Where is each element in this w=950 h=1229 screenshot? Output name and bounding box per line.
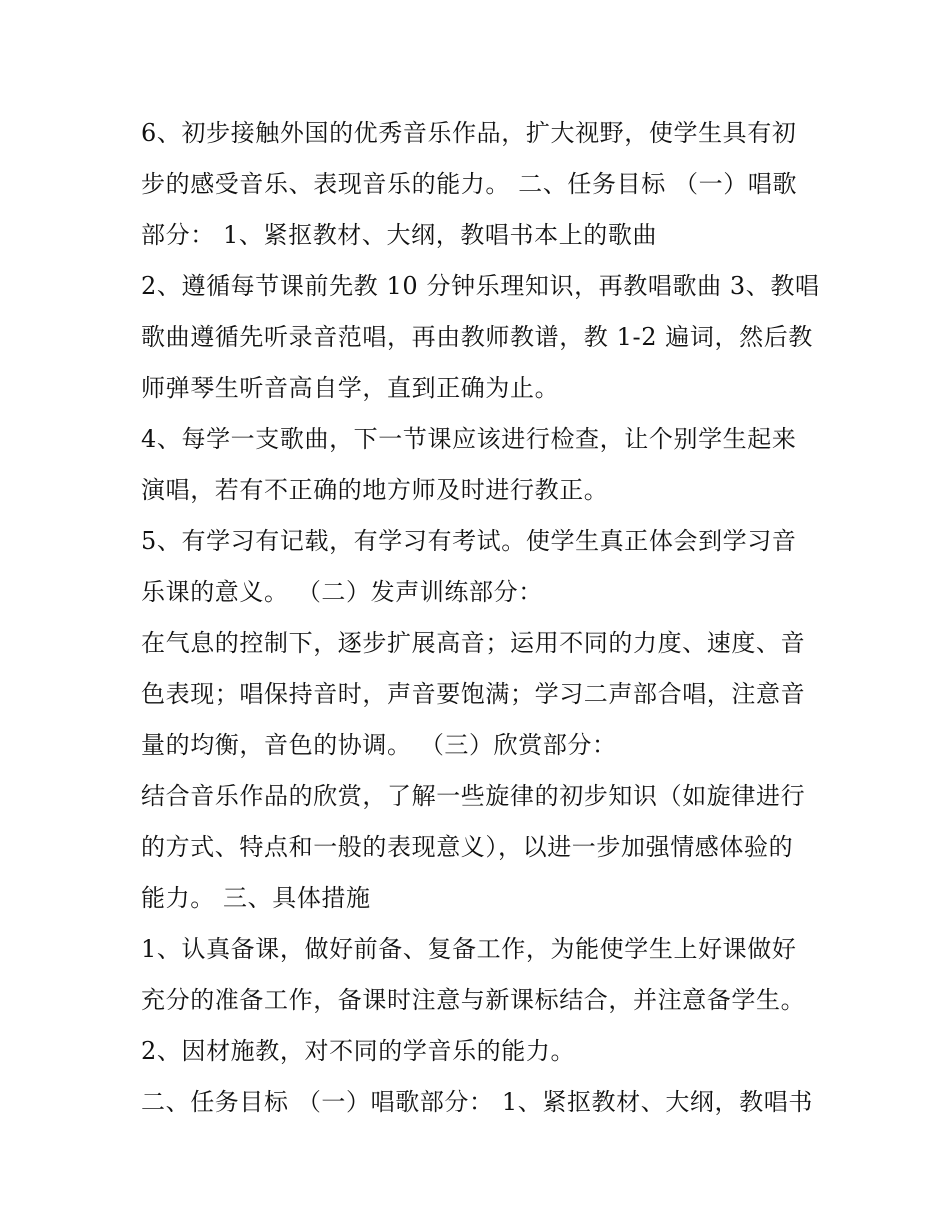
text-line: 充分的准备工作，备课时注意与新课标结合，并注意备学生。 (141, 986, 806, 1014)
text-line: 部分： 1、紧抠教材、大纲，教唱书本上的歌曲 (141, 221, 658, 249)
text-line: 1、认真备课，做好前备、复备工作，为能使学生上好课做好 (141, 935, 797, 963)
text-line: 量的均衡，音色的协调。 （三）欣赏部分： (141, 731, 617, 759)
text-line: 色表现；唱保持音时，声音要饱满；学习二声部合唱，注意音 (141, 680, 806, 708)
text-line: 5、有学习有记载，有学习有考试。使学生真正体会到学习音 (141, 527, 797, 555)
text-line: 乐课的意义。 （二）发声训练部分： (141, 578, 543, 606)
text-line: 能力。 三、具体措施 (141, 884, 371, 912)
text-line: 在气息的控制下，逐步扩展高音；运用不同的力度、速度、音 (141, 629, 806, 657)
text-line: 二、任务目标 （一）唱歌部分： 1、紧抠教材、大纲，教唱书 (141, 1088, 813, 1116)
text-line: 的方式、特点和一般的表现意义），以进一步加强情感体验的 (141, 833, 794, 861)
text-line: 2、因材施教，对不同的学音乐的能力。 (141, 1037, 576, 1065)
text-line: 歌曲遵循先听录音范唱，再由教师教谱，教 1-2 遍词，然后教 (141, 323, 813, 351)
text-line: 4、每学一支歌曲，下一节课应该进行检查，让个别学生起来 (141, 425, 797, 453)
text-line: 演唱，若有不正确的地方师及时进行教正。 (141, 476, 609, 504)
text-line: 师弹琴生听音高自学，直到正确为止。 (141, 374, 560, 402)
document-body (141, 108, 831, 1128)
text-line: 6、初步接触外国的优秀音乐作品，扩大视野，使学生具有初 (141, 119, 797, 147)
text-line: 结合音乐作品的欣赏，了解一些旋律的初步知识（如旋律进行 (141, 782, 806, 810)
text-line: 步的感受音乐、表现音乐的能力。 二、任务目标 （一）唱歌 (141, 170, 798, 198)
text-line: 2、遵循每节课前先教 10 分钟乐理知识，再教唱歌曲 3、教唱 (141, 272, 820, 300)
